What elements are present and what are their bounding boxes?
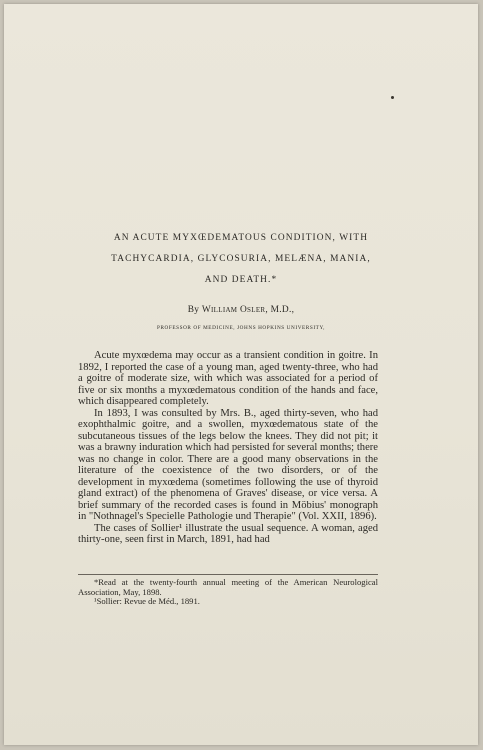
article-title xyxy=(74,228,408,291)
footnotes xyxy=(78,578,378,607)
byline-prefix: By xyxy=(187,305,200,315)
title-line-2: TACHYCARDIA, GLYCOSURIA, MELÆNA, MANIA, xyxy=(111,254,371,264)
footnote-1: *Read at the twenty-fourth annual meeting of the American Neurological Association, May, 1898. xyxy=(78,577,378,597)
byline xyxy=(64,305,418,315)
author-affiliation: PROFESSOR OF MEDICINE, JOHNS HOPKINS UNIVERSITY, xyxy=(156,325,326,331)
paragraph-1: Acute myxœdema may occur as a transient condition in goitre. In 1892, I reported the case of a young man, aged twenty-three, who had a goitre of moderate size, with which was associated for a period of five or six months a myxœdematous condition of the hands and face, which disappeared completely. xyxy=(78,350,378,407)
article-body xyxy=(78,350,378,546)
footnote-rule xyxy=(78,574,378,575)
ink-speck xyxy=(391,96,394,99)
paper-page xyxy=(4,4,478,745)
title-line-3: AND DEATH.* xyxy=(204,275,278,285)
author-name: William Osler, M.D., xyxy=(201,305,295,315)
paragraph-3: The cases of Sollier¹ illustrate the usual sequence. A woman, aged thirty-one, seen first in March, 1891, had had xyxy=(78,522,378,545)
title-line-1: AN ACUTE MYXŒDEMATOUS CONDITION, WITH xyxy=(113,233,369,243)
paragraph-2: In 1893, I was consulted by Mrs. B., aged thirty-seven, who had exophthalmic goitre, and a swollen, myxœdematous state of the subcutaneous tissues of the legs below the knees. They did not pit; it was a brawny induration which had persisted for several months; there was no change in color. There are a good many observations in the literature of the coexistence of the two disorders, or of the development in myxœdema (sometimes following the use of thyroid gland extract) of the phenomena of Graves' disease, or vice versa. A brief summary of the recorded cases is found in Möbius' monograph in "Nothnagel's Specielle Pathologie und Therapie" (Vol. XXII, 1896). xyxy=(78,407,378,522)
footnote-2: ¹Sollier: Revue de Méd., 1891. xyxy=(94,596,200,607)
